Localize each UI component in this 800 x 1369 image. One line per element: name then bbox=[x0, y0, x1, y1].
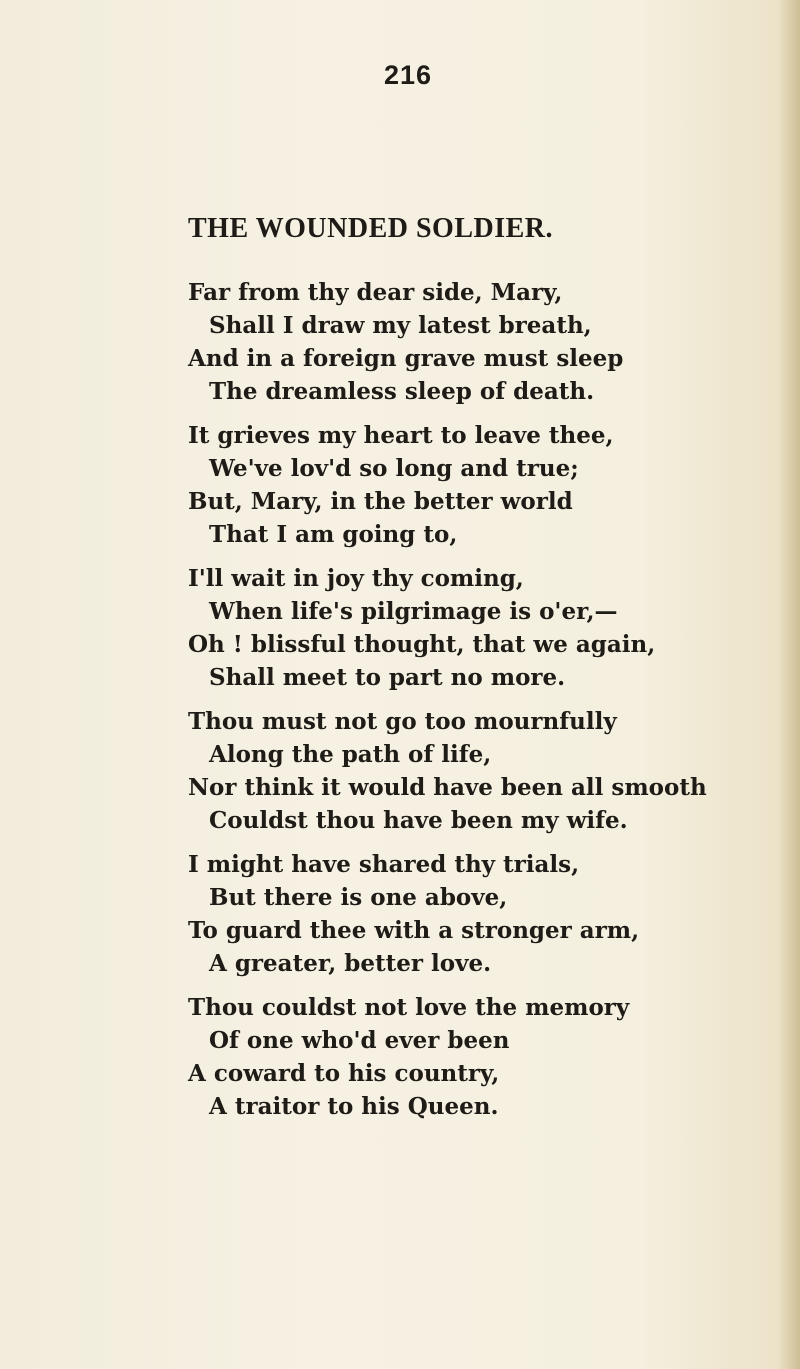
poem-line: Of one who'd ever been bbox=[209, 1027, 510, 1054]
poem-line: That I am going to, bbox=[209, 521, 458, 548]
poem-body bbox=[188, 276, 707, 1134]
page-edge-shadow bbox=[778, 0, 800, 1369]
poem-title: THE WOUNDED SOLDIER. bbox=[188, 213, 554, 244]
poem-line: A greater, better love. bbox=[209, 950, 492, 977]
poem-line: It grieves my heart to leave thee, bbox=[188, 422, 614, 449]
poem-line: But there is one above, bbox=[209, 884, 508, 911]
poem-line: Couldst thou have been my wife. bbox=[209, 807, 628, 834]
page-number: 216 bbox=[383, 60, 433, 90]
poem-line: Thou couldst not love the memory bbox=[188, 994, 630, 1021]
poem-line: Along the path of life, bbox=[209, 741, 492, 768]
poem-line: The dreamless sleep of death. bbox=[209, 378, 595, 405]
poem-line: Shall I draw my latest breath, bbox=[209, 312, 592, 339]
stanza-3 bbox=[188, 562, 707, 694]
poem-line: Shall meet to part no more. bbox=[209, 664, 566, 691]
stanza-6 bbox=[188, 991, 707, 1123]
poem-line: I'll wait in joy thy coming, bbox=[188, 565, 524, 592]
poem-line: We've lov'd so long and true; bbox=[209, 455, 579, 482]
poem-line: A coward to his country, bbox=[188, 1060, 500, 1087]
stanza-4 bbox=[188, 705, 707, 837]
poem-line: And in a foreign grave must sleep bbox=[188, 345, 624, 372]
poem-line: Far from thy dear side, Mary, bbox=[188, 279, 563, 306]
poem-line: I might have shared thy trials, bbox=[188, 851, 580, 878]
poem-line: Oh ! blissful thought, that we again, bbox=[188, 631, 656, 658]
stanza-1 bbox=[188, 276, 707, 408]
poem-line: When life's pilgrimage is o'er,— bbox=[209, 598, 618, 625]
poem-line: Thou must not go too mournfully bbox=[188, 708, 617, 735]
poem-line: Nor think it would have been all smooth bbox=[188, 774, 707, 801]
poem-line: To guard thee with a stronger arm, bbox=[188, 917, 640, 944]
poem-line: A traitor to his Queen. bbox=[209, 1093, 499, 1120]
poem-line: But, Mary, in the better world bbox=[188, 488, 573, 515]
stanza-2 bbox=[188, 419, 707, 551]
stanza-5 bbox=[188, 848, 707, 980]
